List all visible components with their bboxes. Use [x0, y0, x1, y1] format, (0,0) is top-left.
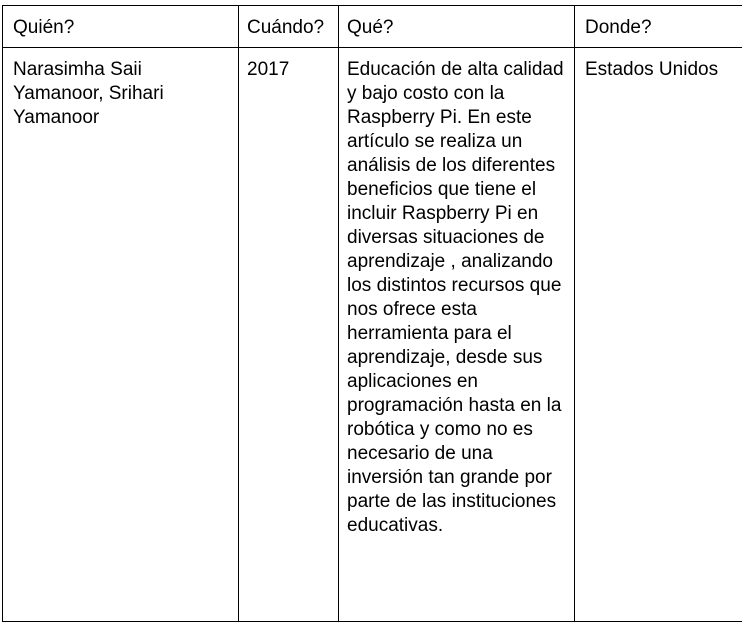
header-what: Qué? [339, 6, 575, 48]
header-when: Cuándo? [239, 6, 339, 48]
table-row [3, 48, 742, 622]
cell-where: Estados Unidos [575, 48, 742, 622]
header-row [3, 6, 742, 48]
info-table [2, 5, 742, 622]
cell-what [339, 48, 575, 622]
cell-what-text: Educación de alta calidad y bajo costo con la Raspberry Pi. En este artículo se realiza un análisis de los diferentes beneficios que tiene el incluir Raspberry Pi en diversas situaciones de aprendizaje , analizando los distintos recursos que nos ofrece esta herramienta para el aprendizaje, desde sus aplicaciones en programación hasta en la robótica y como no es necesario de una inversión tan grande por parte de las instituciones educativas. [347, 58, 569, 538]
header-where: Donde? [575, 6, 742, 48]
cell-when: 2017 [239, 48, 339, 622]
cell-who-text: Narasimha Saii Yamanoor, Srihari Yamanoor [13, 58, 213, 130]
cell-who [3, 48, 239, 622]
header-who: Quién? [3, 6, 239, 48]
